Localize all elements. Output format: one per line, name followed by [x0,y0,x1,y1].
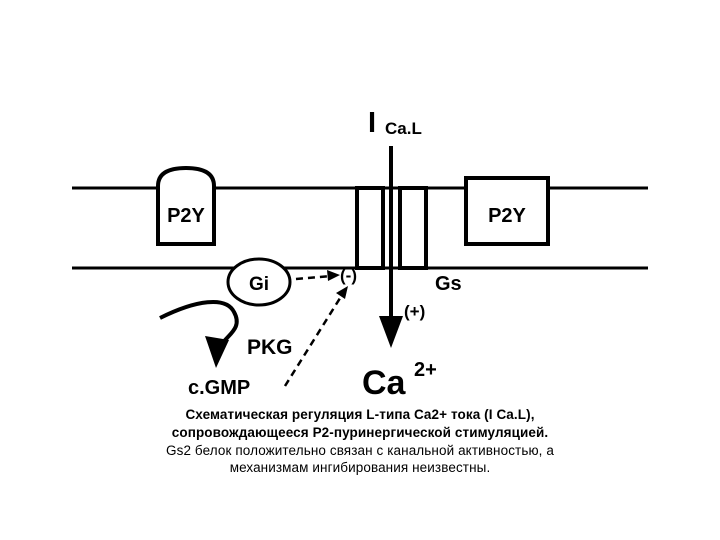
current-label [368,107,422,139]
positive-sign: (+) [404,302,426,321]
caption-line-2: сопровождающееся P2-пуринергической стимуляцией. [171,424,549,440]
receptor-right-label: P2Y [488,205,526,227]
receptor-left-label: P2Y [167,205,205,227]
figure-caption [40,406,680,477]
gi-label: Gi [248,274,270,295]
calcium-label: Ca [362,364,406,402]
cgmp-modulation-arrow [285,286,348,386]
receptor-left[interactable] [158,168,214,244]
caption-line-4: механизмам ингибирования неизвестны. [229,460,491,476]
caption-line-3: Gs2 белок положительно связан с канальной активностью, а [166,442,554,458]
calcium-superscript: 2+ [414,359,437,381]
current-label-main: I [367,107,377,139]
calcium-label-group [362,359,437,402]
gi-inhibition-arrow [296,270,340,281]
negative-sign: (-) [340,266,357,285]
gi-protein[interactable] [228,259,290,305]
pkg-cgmp-arrow [160,302,237,368]
current-label-subscript: Ca.L [385,119,422,138]
receptor-right[interactable] [466,178,548,244]
cgmp-label: c.GMP [188,377,251,399]
caption-line-1: Схематическая регуляция L-типа Ca2+ тока (I Ca.L), [185,407,535,422]
gs-label: Gs [435,273,462,295]
pkg-label: PKG [247,336,293,359]
